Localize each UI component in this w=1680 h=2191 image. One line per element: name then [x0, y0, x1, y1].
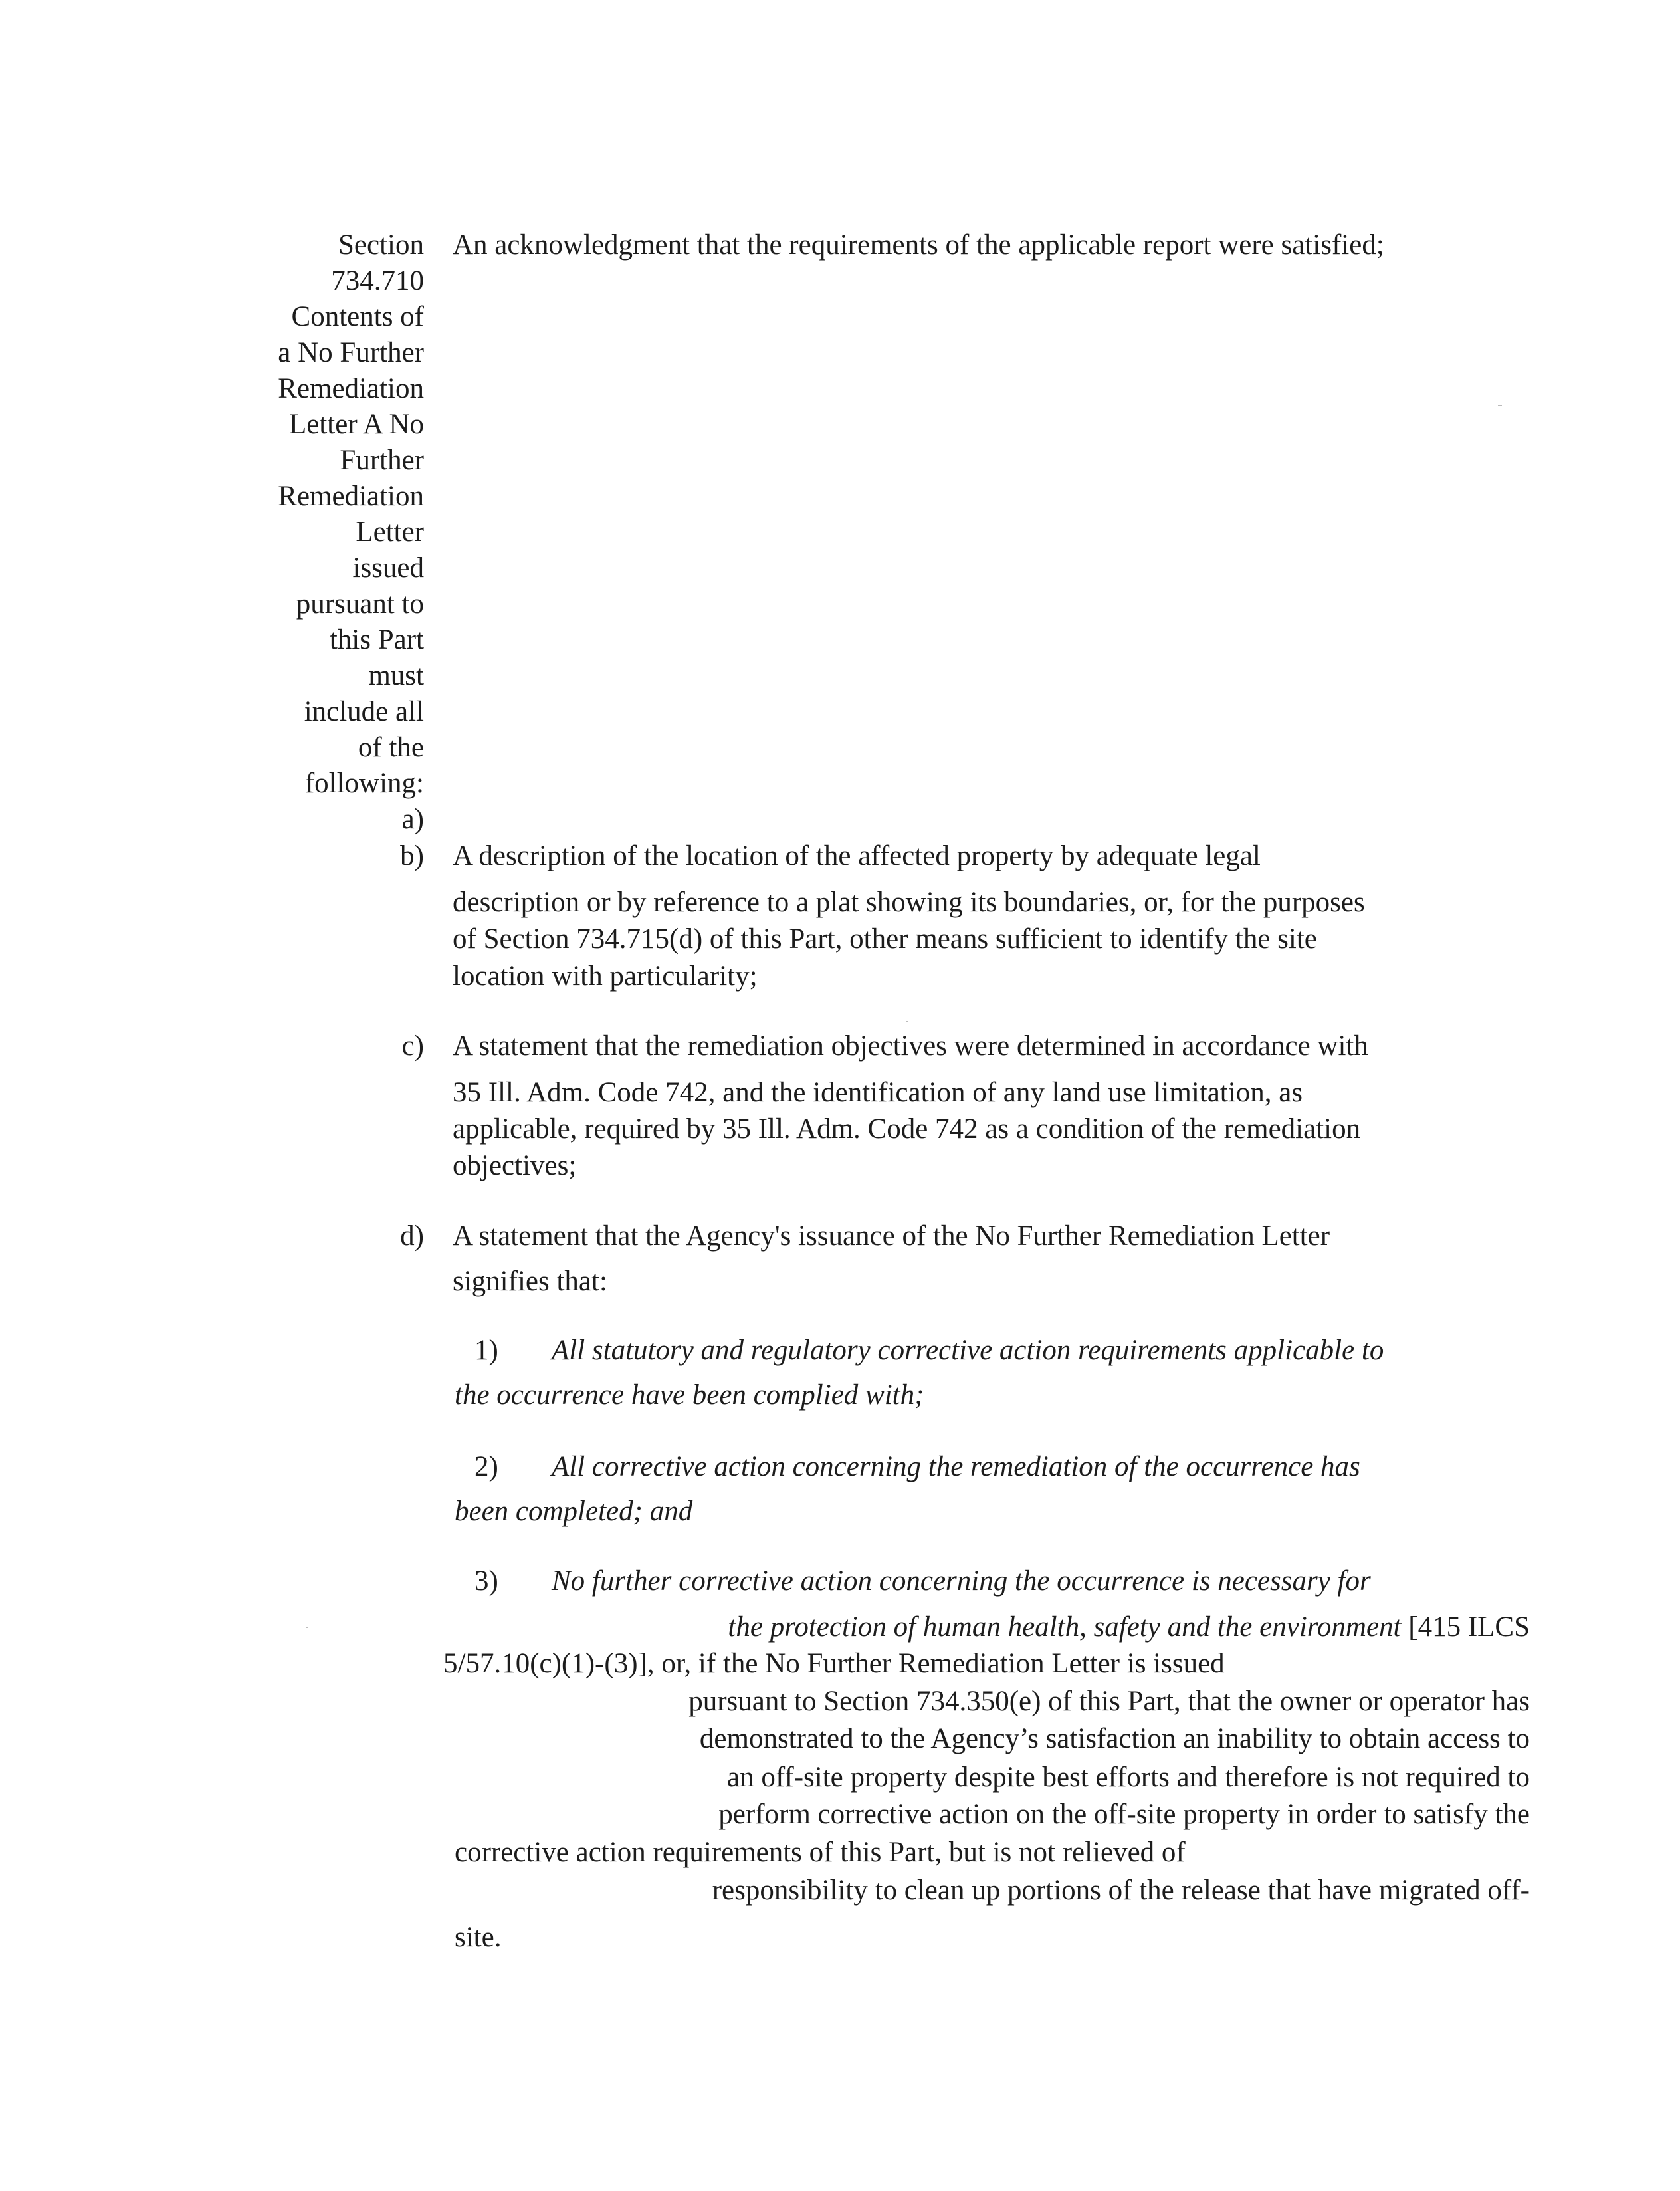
subitem-2-line: All corrective action concerning the remediation of the occurrence has [552, 1451, 1360, 1482]
subitem-3-line: corrective action requirements of this Part, but is not relieved of [455, 1837, 1186, 1868]
section-heading-line: Contents of [291, 301, 424, 332]
subitem-3-line: pursuant to Section 734.350(e) of this Part, that the owner or operator has [688, 1686, 1530, 1717]
item-b-line: of Section 734.715(d) of this Part, other means sufficient to identify the site [453, 923, 1317, 955]
section-heading-line: Letter A No [288, 409, 424, 440]
subitem-3-line: responsibility to clean up portions of the release that have migrated off- [712, 1875, 1530, 1906]
subitem-2-label: 2) [474, 1451, 498, 1482]
subitem-1-line: the occurrence have been complied with; [455, 1379, 924, 1411]
item-b-label: b) [400, 840, 424, 871]
item-a-label: a) [401, 804, 424, 835]
scan-speck [306, 1627, 308, 1628]
subitem-3-line: perform corrective action on the off-site property in order to satisfy the [718, 1799, 1530, 1830]
subitem-3-citation-run: [415 ILCS [1401, 1611, 1530, 1643]
section-heading-line: pursuant to [296, 588, 424, 620]
item-c-line: objectives; [453, 1150, 577, 1181]
section-heading-line: 734.710 [331, 265, 424, 296]
section-heading-line: of the [358, 732, 424, 763]
section-heading-line: Remediation [278, 373, 424, 404]
subitem-3-line: 5/57.10(c)(1)-(3)], or, if the No Further Remediation Letter is issued [443, 1648, 1225, 1679]
section-heading-line: a No Further [278, 337, 424, 368]
section-heading-line: this Part [329, 624, 424, 655]
section-heading-line: Remediation [278, 481, 424, 512]
section-heading [246, 227, 424, 838]
section-heading-line: issued [352, 552, 424, 584]
item-c-line: 35 Ill. Adm. Code 742, and the identification of any land use limitation, as [453, 1077, 1303, 1108]
subitem-3-line: site. [455, 1922, 502, 1953]
item-d-line: A statement that the Agency's issuance of the No Further Remediation Letter [453, 1220, 1330, 1252]
section-heading-line: must [368, 660, 424, 691]
item-b-line: location with particularity; [453, 961, 758, 992]
subitem-3-line: an off-site property despite best efforts and therefore is not required to [727, 1762, 1530, 1793]
item-d-line: signifies that: [453, 1266, 607, 1297]
subitem-2-line: been completed; and [455, 1496, 693, 1527]
subitem-1-label: 1) [474, 1335, 498, 1366]
subitem-3-italic-run: the protection of human health, safety and the environment [728, 1611, 1402, 1643]
item-b-line: description or by reference to a plat showing its boundaries, or, for the purposes [453, 887, 1365, 918]
item-c-label: c) [401, 1030, 424, 1062]
subitem-3-line: No further corrective action concerning the occurrence is necessary for [552, 1565, 1371, 1597]
subitem-3-label: 3) [474, 1565, 498, 1597]
scan-speck [906, 1021, 908, 1022]
section-heading-line: Further [340, 445, 424, 476]
item-c-line: A statement that the remediation objectives were determined in accordance with [453, 1030, 1368, 1062]
section-heading-line: following: [304, 768, 424, 799]
item-b-line: A description of the location of the affected property by adequate legal [453, 840, 1261, 871]
section-heading-line: Section [338, 229, 424, 261]
subitem-3-line [465, 1609, 1530, 1645]
item-a-text: An acknowledgment that the requirements of the applicable report were satisfied; [453, 229, 1384, 261]
section-heading-line: include all [304, 696, 424, 727]
subitem-1-line: All statutory and regulatory corrective action requirements applicable to [552, 1335, 1384, 1366]
section-heading-line: Letter [356, 517, 424, 548]
item-c-line: applicable, required by 35 Ill. Adm. Code 742 as a condition of the remediation [453, 1113, 1361, 1145]
item-d-label: d) [400, 1220, 424, 1252]
scan-speck [1498, 405, 1502, 406]
subitem-3-line: demonstrated to the Agency’s satisfaction an inability to obtain access to [699, 1723, 1530, 1754]
